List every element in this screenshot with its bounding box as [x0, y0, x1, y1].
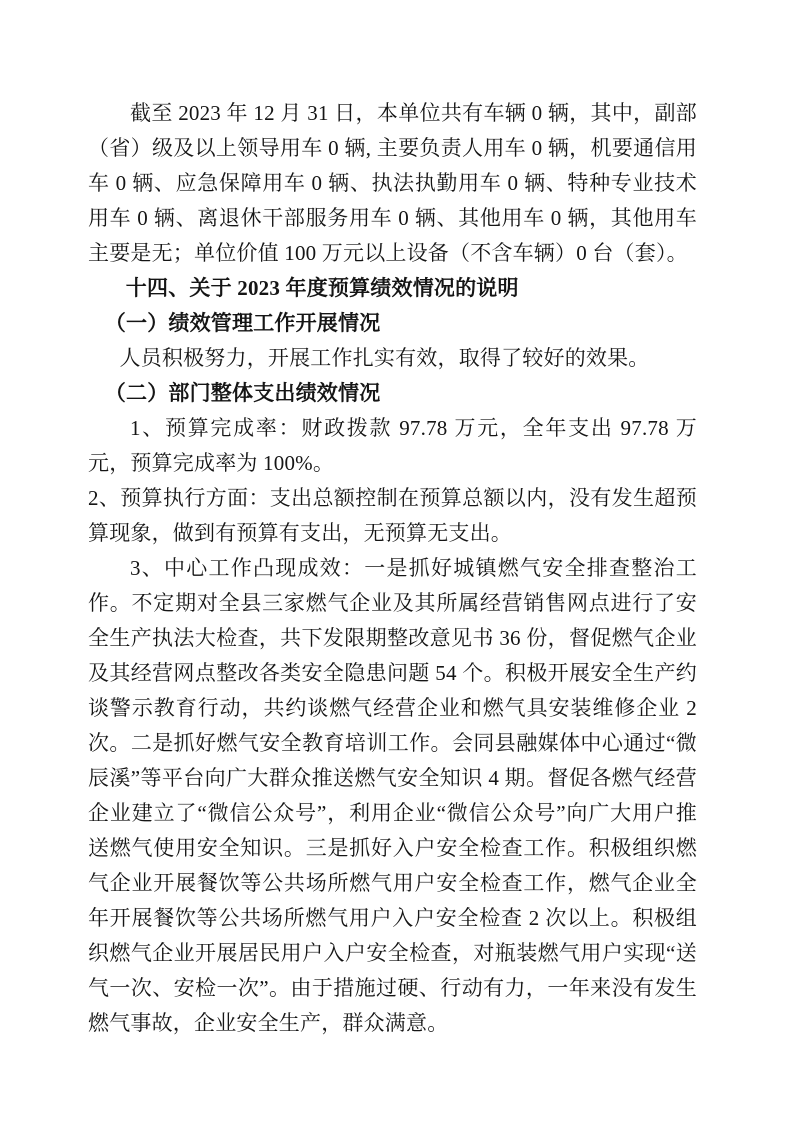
heading-sub-2: （二）部门整体支出绩效情况	[104, 381, 381, 405]
para-budget-execution: 2、预算执行方面：支出总额控制在预算总额以内，没有发生超预算现象，做到有预算有支出，无预算无支出。	[88, 486, 697, 545]
para-key-achievements: 3、中心工作凸现成效：一是抓好城镇燃气安全排查整治工作。不定期对全县三家燃气企业及其所属经营销售网点进行了安全生产执法大检查，共下发限期整改意见书 36 份，督促燃气企业及其经营网点整改各类安全隐患问题 54 个。积极开展安全生产约谈警示教育行动，共约谈燃气经营企业和燃气具安装维修企业 2 次。二是抓好燃气安全教育培训工作。会同县融媒体中心通过“微辰溪”等平台向广大群众推送燃气安全知识 4 期。督促各燃气经营企业建立了“微信公众号”，利用企业“微信公众号”向广大用户推送燃气使用安全知识。三是抓好入户安全检查工作。积极组织燃气企业开展餐饮等公共场所燃气用户安全检查工作，燃气企业全年开展餐饮等公共场所燃气用户入户安全检查 2 次以上。积极组织燃气企业开展居民用户入户安全检查，对瓶装燃气用户实现“送气一次、安检一次”。由于措施过硬、行动有力，一年来没有发生燃气事故，企业安全生产，群众满意。	[88, 556, 697, 1035]
para-performance-mgmt: 人员积极努力，开展工作扎实有效，取得了较好的效果。	[119, 346, 650, 370]
document-body	[88, 96, 697, 1041]
para-vehicle-summary: 截至 2023 年 12 月 31 日，本单位共有车辆 0 辆，其中，副部（省）级及以上领导用车 0 辆, 主要负责人用车 0 辆，机要通信用车 0 辆、应急保障用车 0 辆、执法执勤用车 0 辆、特种专业技术用车 0 辆、离退休干部服务用车 0 辆、其他用车 0 辆，其他用车主要是无；单位价值 100 万元以上设备（不含车辆）0 台（套）。	[88, 101, 697, 265]
heading-section-14: 十四、关于 2023 年度预算绩效情况的说明	[125, 276, 519, 300]
heading-sub-1: （一）绩效管理工作开展情况	[104, 311, 381, 335]
para-budget-completion: 1、预算完成率：财政拨款 97.78 万元，全年支出 97.78 万元，预算完成率为 100%。	[88, 416, 697, 475]
